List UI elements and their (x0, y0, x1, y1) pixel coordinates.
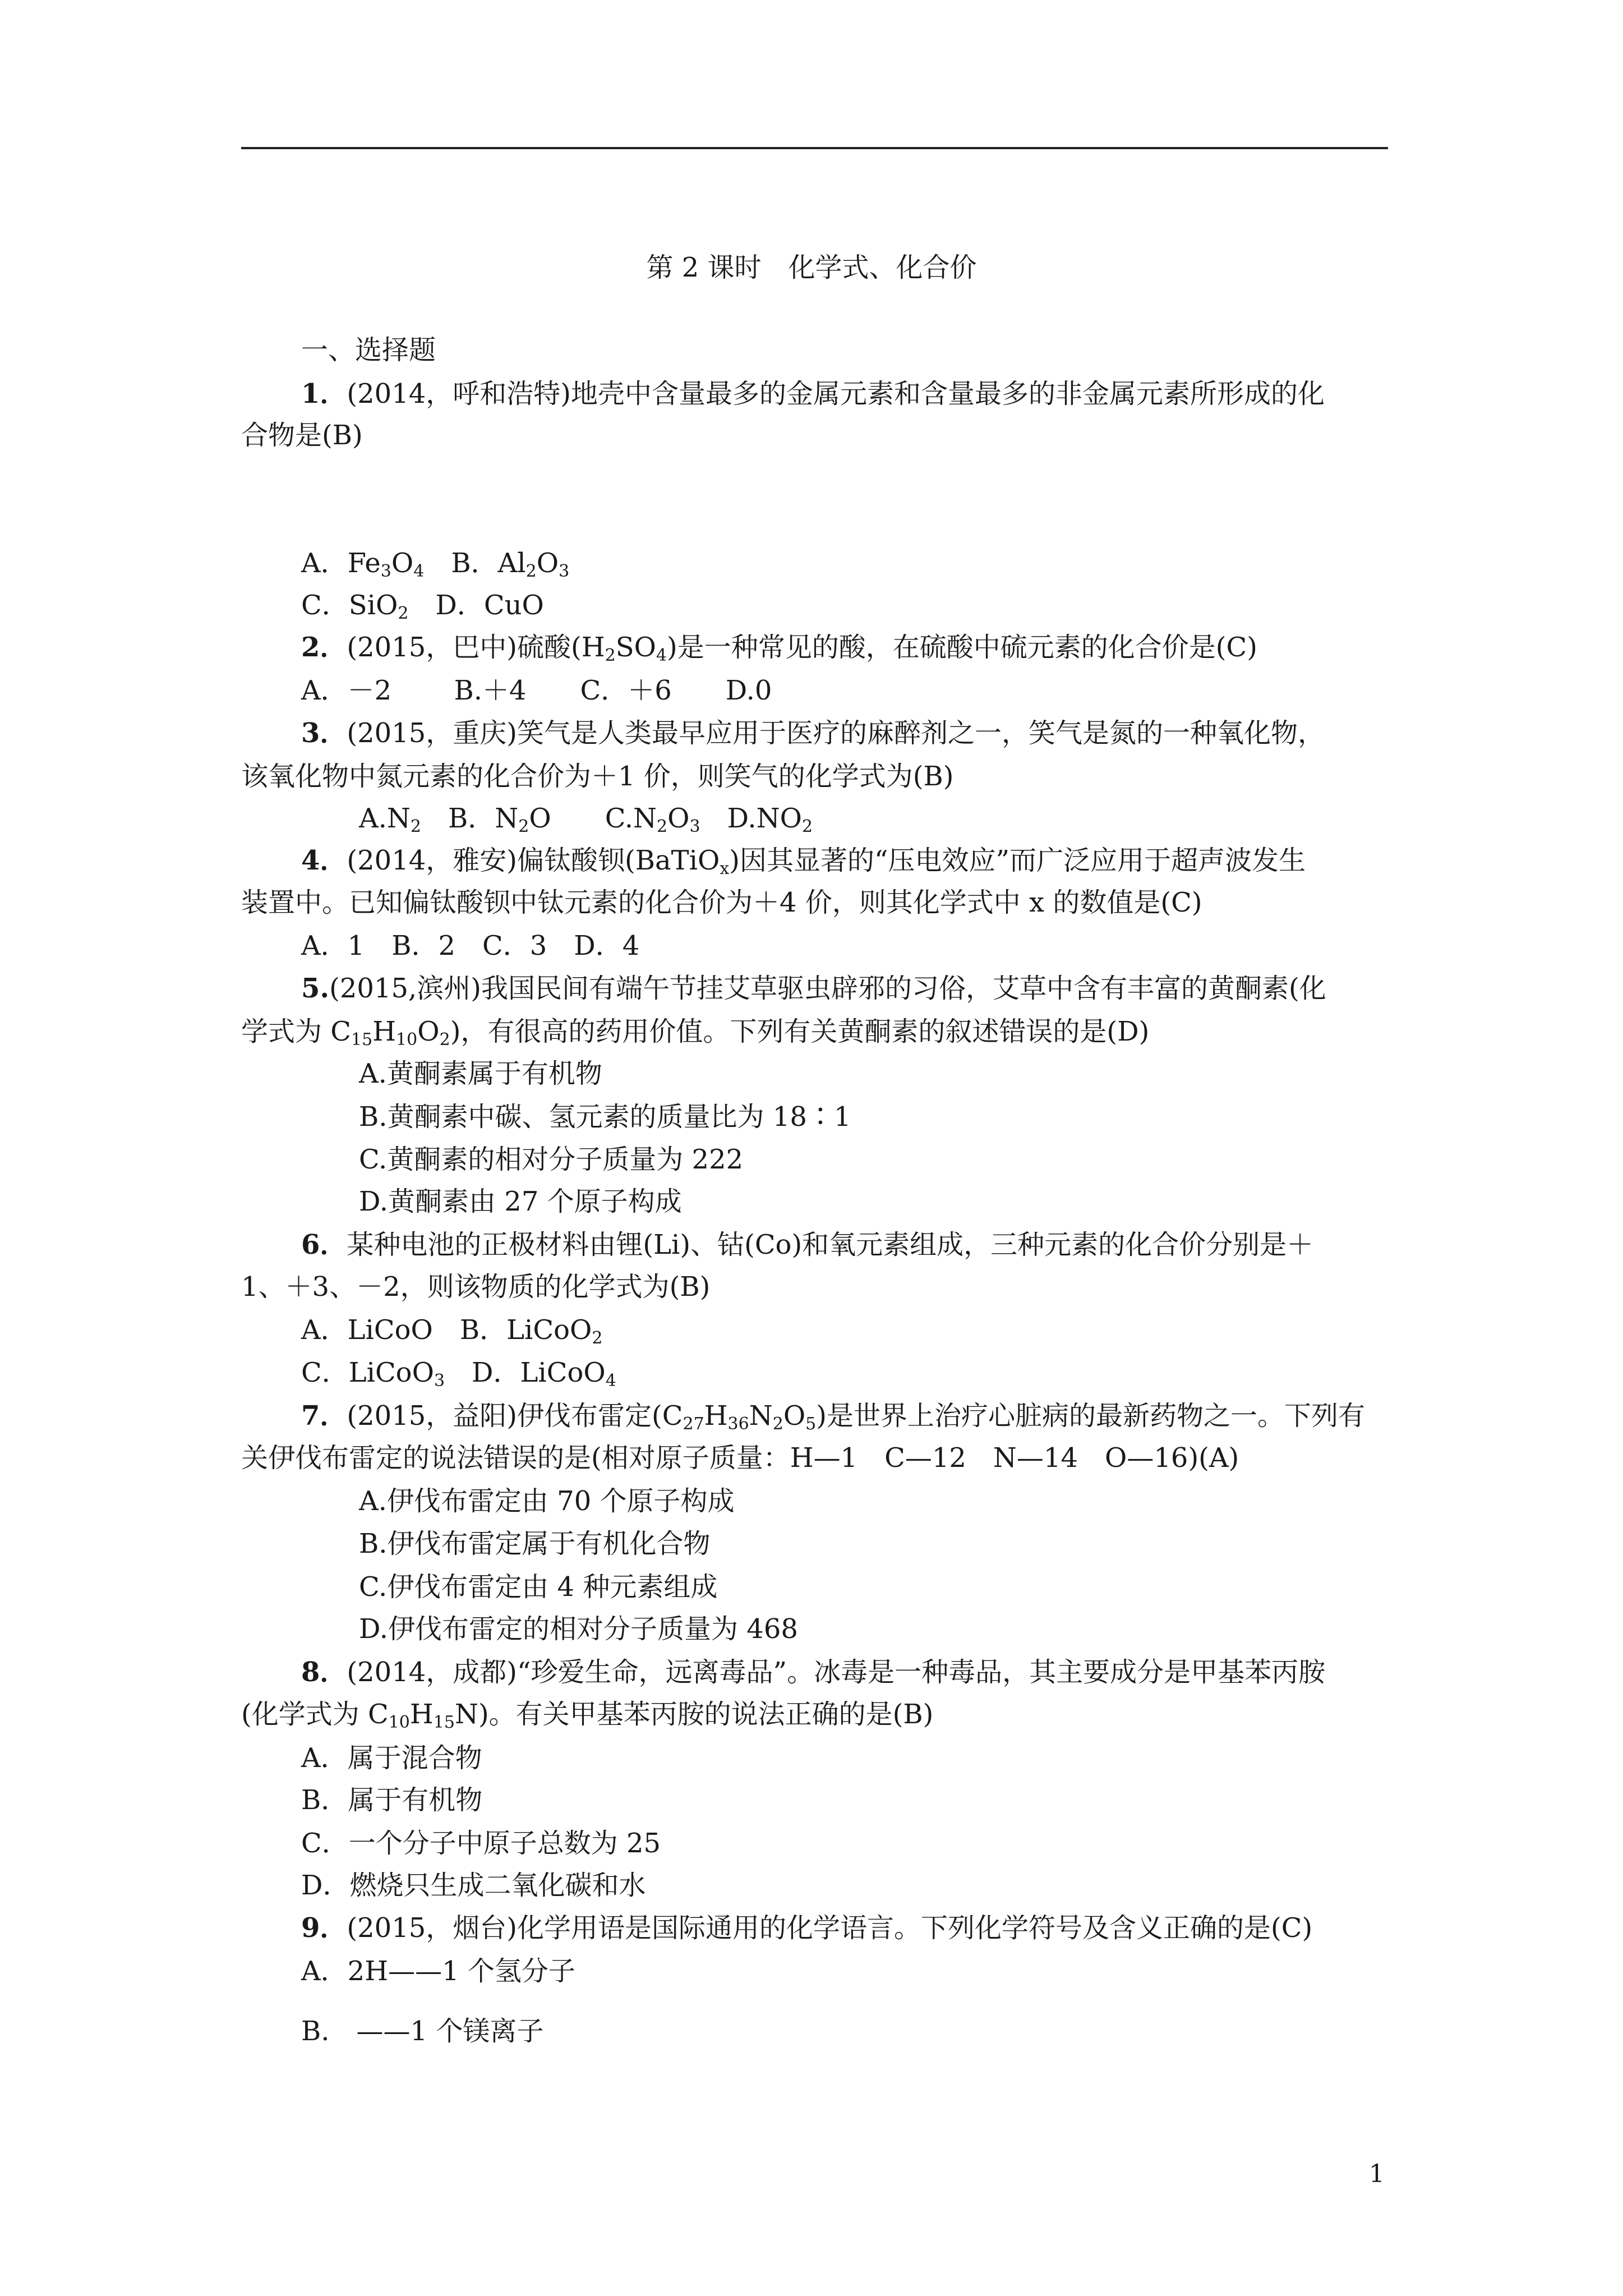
header-rule (241, 147, 1388, 149)
question-4-cont: 装置中。已知偏钛酸钡中钛元素的化合价为＋4 价，则其化学式中 x 的数值是(C) (241, 887, 1202, 918)
question-3-options: $A.N_2$ B．$N_2O$ $C.N_2O_3$ $D.NO_2$ (359, 803, 813, 836)
question-8: 8．(2014，成都)“珍爱生命，远离毒品”。冰毒是一种毒品，其主要成分是甲基苯丙胺 (301, 1657, 1326, 1688)
question-5-option-b: B.黄酮素中碳、氢元素的质量比为 18∶1 (359, 1101, 851, 1133)
question-1-options-ab: A．$Fe_3O_4$ B．$Al_2O_3$ (301, 547, 570, 581)
question-7-option-c: C.伊伐布雷定由 4 种元素组成 (359, 1571, 718, 1603)
question-6-options-ab: A．LiCoO B．LiCoO$_2$ (301, 1314, 603, 1348)
page-number: 1 (1369, 2160, 1385, 2188)
question-8-option-b: B．属于有机物 (301, 1784, 483, 1816)
section-heading: 一、选择题 (301, 334, 436, 366)
question-6-options-cd: C．LiCoO$_3$ D．LiCoO$_4$ (301, 1357, 616, 1391)
question-5: 5.(2015,滨州)我国民间有端午节挂艾草驱虫辟邪的习俗，艾草中含有丰富的黄酮素(化 (301, 973, 1326, 1004)
question-8-cont: (化学式为 $C_{10}H_{15}N$)。有关甲基苯丙胺的说法正确的是(B) (241, 1699, 934, 1732)
question-6: 6．某种电池的正极材料由锂(Li)、钴(Co)和氧元素组成，三种元素的化合价分别是＋ (301, 1229, 1314, 1260)
question-5-cont: 学式为 $C_{15}H_{10}O_2$)，有很高的药用价值。下列有关黄酮素的叙述错误的是(D) (241, 1016, 1150, 1050)
question-7-option-a: A.伊伐布雷定由 70 个原子构成 (359, 1485, 735, 1517)
question-8-option-c: C．一个分子中原子总数为 25 (301, 1828, 661, 1859)
question-9-option-b: B. ——1 个镁离子 (301, 2016, 544, 2047)
question-3-cont: 该氧化物中氮元素的化合价为＋1 价，则笑气的化学式为(B) (241, 761, 954, 792)
question-2-options: A．－2 B.＋4 C．＋6 D.0 (301, 675, 772, 706)
question-9-option-a: A．2H——1 个氢分子 (301, 1955, 575, 1987)
question-7-cont: 关伊伐布雷定的说法错误的是(相对原子质量：H—1 C—12 N—14 O—16)(A) (241, 1442, 1239, 1474)
question-5-option-a: A.黄酮素属于有机物 (359, 1058, 602, 1089)
question-4: 4．(2014，雅安)偏钛酸钡(BaTiO$_x$)因其显著的“压电效应”而广泛应用于超声波发生 (301, 845, 1306, 878)
question-6-cont: 1、＋3、－2，则该物质的化学式为(B) (241, 1271, 711, 1303)
question-7-option-d: D.伊伐布雷定的相对分子质量为 468 (359, 1613, 798, 1645)
question-1: 1．(2014，呼和浩特)地壳中含量最多的金属元素和含量最多的非金属元素所形成的化 (301, 378, 1325, 409)
question-9: 9．(2015，烟台)化学用语是国际通用的化学语言。下列化学符号及含义正确的是(C) (301, 1912, 1313, 1944)
question-8-option-d: D．燃烧只生成二氧化碳和水 (301, 1870, 646, 1901)
question-2: 2．(2015，巴中)硫酸$(H_2SO_4)$是一种常见的酸，在硫酸中硫元素的化合价是(C) (301, 632, 1257, 665)
question-3: 3．(2015，重庆)笑气是人类最早应用于医疗的麻醉剂之一，笑气是氮的一种氧化物， (301, 717, 1325, 749)
page-title: 第 2 课时 化学式、化合价 (646, 252, 977, 283)
question-5-option-d: D.黄酮素由 27 个原子构成 (359, 1186, 682, 1217)
question-7-option-b: B.伊伐布雷定属于有机化合物 (359, 1528, 711, 1559)
question-7: 7．(2015，益阳)伊伐布雷定$(C_{27}H_{36}N_2O_5)$是世界上治疗心脏病的最新药物之一。下列有 (301, 1400, 1365, 1434)
question-5-option-c: C.黄酮素的相对分子质量为 222 (359, 1144, 744, 1175)
question-1-options-cd: C．SiO$_2$ D．CuO (301, 590, 544, 623)
question-4-options: A．1 B．2 C．3 D．4 (301, 930, 640, 961)
question-1-cont: 合物是(B) (241, 420, 363, 451)
question-8-option-a: A．属于混合物 (301, 1742, 482, 1774)
